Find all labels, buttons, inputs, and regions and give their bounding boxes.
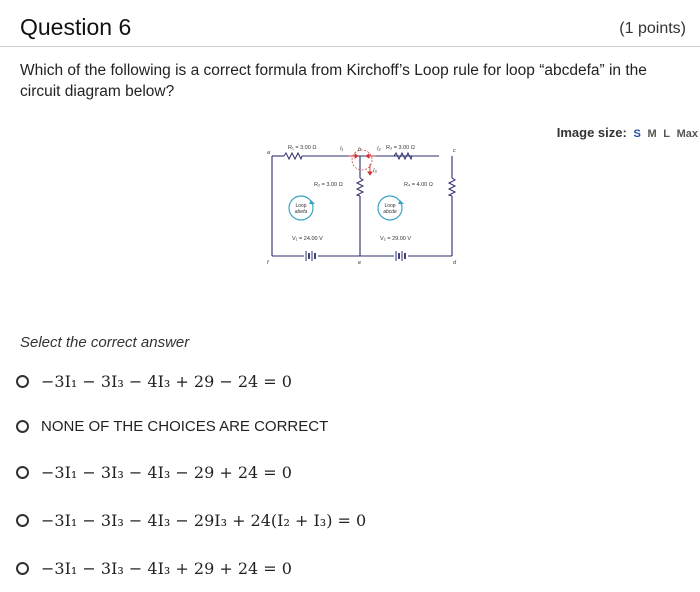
question-points: (1 points) — [619, 20, 686, 37]
loop-left — [289, 196, 315, 220]
select-answer-prompt: Select the correct answer — [20, 334, 190, 351]
answer-choice-text: NONE OF THE CHOICES ARE CORRECT — [41, 418, 329, 435]
radio-button[interactable] — [16, 466, 29, 479]
answer-choice-5[interactable] — [16, 559, 292, 578]
image-size-label: Image size: — [556, 125, 627, 140]
label-v1: V₁ = 24.00 V — [292, 236, 323, 242]
image-size-selector — [557, 125, 698, 140]
battery-v1 — [306, 251, 315, 261]
label-v2: V₂ = 29.00 V — [380, 236, 412, 242]
header-divider — [0, 46, 700, 47]
resistor-r1 — [284, 153, 302, 159]
circuit-diagram — [264, 138, 464, 266]
resistor-r4 — [449, 178, 455, 196]
radio-button[interactable] — [16, 562, 29, 575]
label-i3: I₃ — [373, 168, 377, 174]
node-e: e — [358, 260, 362, 266]
resistor-r2 — [357, 178, 363, 196]
label-r2: R₂ = 3.00 Ω — [314, 182, 343, 188]
node-a: a — [267, 150, 271, 156]
label-i2: I₂ — [377, 146, 381, 152]
battery-v2 — [396, 251, 405, 261]
question-text: Which of the following is a correct formula from Kirchoff’s Loop rule for loop “abcdefa” in the circuit diagram below? — [20, 62, 647, 100]
loop-right — [378, 196, 404, 220]
svg-text:abcde: abcde — [383, 209, 397, 215]
node-d: d — [453, 260, 457, 266]
question-title: Question 6 — [20, 14, 132, 40]
radio-button[interactable] — [16, 375, 29, 388]
answer-choice-3[interactable] — [16, 463, 292, 482]
svg-text:Loop: Loop — [295, 203, 307, 209]
image-size-option-l[interactable]: L — [663, 128, 670, 140]
label-r3: R₃ = 3.00 Ω — [386, 145, 415, 151]
node-c: c — [453, 148, 456, 154]
junction-b-highlight — [352, 150, 372, 170]
radio-button[interactable] — [16, 514, 29, 527]
svg-text:abefa: abefa — [294, 209, 308, 215]
answer-choice-text: −3I₁ − 3I₃ − 4I₃ − 29 + 24 = 0 — [41, 463, 292, 482]
answer-choice-4[interactable] — [16, 511, 366, 530]
image-size-option-max[interactable]: Max — [676, 128, 698, 140]
image-size-option-m[interactable]: M — [647, 128, 657, 140]
answer-choice-text: −3I₁ − 3I₃ − 4I₃ − 29I₃ + 24(I₂ + I₃) = 0 — [41, 511, 367, 530]
radio-button[interactable] — [16, 420, 29, 433]
label-i1: I₁ — [340, 146, 344, 152]
node-b: b — [358, 147, 362, 153]
answer-choice-text: −3I₁ − 3I₃ − 4I₃ + 29 + 24 = 0 — [41, 559, 292, 578]
label-r1: R₁ = 3.00 Ω — [288, 145, 317, 151]
image-size-option-s[interactable]: S — [633, 128, 641, 140]
label-r4: R₄ = 4.00 Ω — [404, 182, 433, 188]
answer-choice-1[interactable] — [16, 372, 292, 391]
svg-text:Loop: Loop — [384, 203, 396, 209]
answer-choice-2[interactable] — [16, 418, 328, 435]
node-f: f — [267, 260, 269, 266]
answer-choice-text: −3I₁ − 3I₃ − 4I₃ + 29 − 24 = 0 — [41, 372, 292, 391]
